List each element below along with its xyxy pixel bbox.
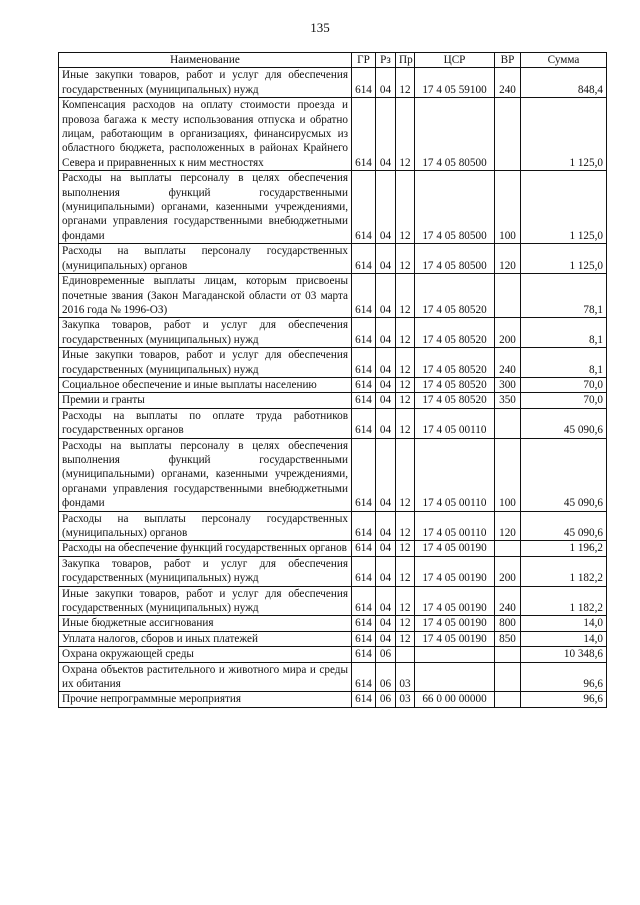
cell-pr: 03 (396, 692, 415, 707)
cell-sum: 848,4 (521, 68, 607, 98)
cell-pr: 03 (396, 662, 415, 692)
table-row (59, 511, 607, 541)
cell-gr: 614 (352, 274, 376, 318)
table-row (59, 171, 607, 244)
cell-csr: 17 4 05 80520 (415, 377, 495, 392)
cell-name: Иные закупки товаров, работ и услуг для обеспечения государственных (муниципальных) нужд (59, 586, 352, 616)
cell-csr (415, 662, 495, 692)
cell-name: Расходы на выплаты персоналу государственных (муниципальных) органов (59, 511, 352, 541)
cell-rz: 04 (376, 377, 396, 392)
cell-vr (495, 647, 521, 662)
cell-sum: 45 090,6 (521, 511, 607, 541)
cell-csr: 17 4 05 80500 (415, 98, 495, 171)
table-row (59, 274, 607, 318)
table-row (59, 541, 607, 556)
cell-csr: 17 4 05 80520 (415, 393, 495, 408)
cell-vr: 300 (495, 377, 521, 392)
cell-rz: 06 (376, 647, 396, 662)
cell-csr (415, 647, 495, 662)
cell-csr: 17 4 05 80520 (415, 318, 495, 348)
cell-name: Закупка товаров, работ и услуг для обеспечения государственных (муниципальных) нужд (59, 318, 352, 348)
cell-vr (495, 98, 521, 171)
cell-sum: 96,6 (521, 662, 607, 692)
table-row (59, 556, 607, 586)
cell-rz: 04 (376, 318, 396, 348)
cell-pr: 12 (396, 631, 415, 646)
cell-rz: 06 (376, 692, 396, 707)
table-row (59, 586, 607, 616)
cell-csr: 17 4 05 80520 (415, 274, 495, 318)
table-row (59, 631, 607, 646)
table-row (59, 692, 607, 707)
table-row (59, 98, 607, 171)
cell-sum: 8,1 (521, 318, 607, 348)
cell-rz: 04 (376, 408, 396, 438)
cell-csr: 17 4 05 00110 (415, 511, 495, 541)
header-vr: ВР (495, 53, 521, 68)
cell-rz: 04 (376, 348, 396, 378)
cell-name: Закупка товаров, работ и услуг для обеспечения государственных (муниципальных) нужд (59, 556, 352, 586)
table-row (59, 318, 607, 348)
cell-rz: 04 (376, 541, 396, 556)
cell-sum: 1 182,2 (521, 586, 607, 616)
cell-gr: 614 (352, 244, 376, 274)
cell-sum: 14,0 (521, 631, 607, 646)
cell-name: Социальное обеспечение и иные выплаты населению (59, 377, 352, 392)
cell-sum: 1 125,0 (521, 244, 607, 274)
cell-csr: 17 4 05 59100 (415, 68, 495, 98)
cell-rz: 04 (376, 438, 396, 511)
cell-gr: 614 (352, 616, 376, 631)
cell-rz: 04 (376, 171, 396, 244)
cell-vr: 100 (495, 171, 521, 244)
cell-vr (495, 274, 521, 318)
cell-pr: 12 (396, 318, 415, 348)
table-header-row (59, 53, 607, 68)
cell-csr: 66 0 00 00000 (415, 692, 495, 707)
cell-sum: 14,0 (521, 616, 607, 631)
cell-pr: 12 (396, 274, 415, 318)
cell-csr: 17 4 05 00190 (415, 616, 495, 631)
cell-rz: 04 (376, 244, 396, 274)
cell-rz: 04 (376, 98, 396, 171)
cell-gr: 614 (352, 318, 376, 348)
cell-gr: 614 (352, 631, 376, 646)
cell-name: Расходы на выплаты персоналу в целях обеспечения выполнения функций государственными (муниципальными) органами, казенными учреждениями, органами управления государственными внебюджетными фондами (59, 438, 352, 511)
cell-name: Охрана окружающей среды (59, 647, 352, 662)
cell-pr: 12 (396, 616, 415, 631)
table-body (59, 68, 607, 707)
cell-pr: 12 (396, 171, 415, 244)
cell-sum: 70,0 (521, 393, 607, 408)
cell-csr: 17 4 05 80500 (415, 171, 495, 244)
cell-csr: 17 4 05 00110 (415, 438, 495, 511)
cell-pr: 12 (396, 408, 415, 438)
cell-name: Единовременные выплаты лицам, которым присвоены почетные звания (Закон Магаданской области от 03 марта 2016 года № 1996-ОЗ) (59, 274, 352, 318)
table-row (59, 68, 607, 98)
cell-gr: 614 (352, 541, 376, 556)
cell-vr (495, 408, 521, 438)
cell-sum: 8,1 (521, 348, 607, 378)
cell-name: Иные бюджетные ассигнования (59, 616, 352, 631)
cell-name: Иные закупки товаров, работ и услуг для обеспечения государственных (муниципальных) нужд (59, 348, 352, 378)
cell-pr: 12 (396, 98, 415, 171)
cell-vr: 240 (495, 68, 521, 98)
cell-pr (396, 647, 415, 662)
cell-sum: 1 182,2 (521, 556, 607, 586)
cell-rz: 06 (376, 662, 396, 692)
cell-vr: 240 (495, 586, 521, 616)
cell-vr: 100 (495, 438, 521, 511)
cell-sum: 10 348,6 (521, 647, 607, 662)
cell-csr: 17 4 05 00190 (415, 541, 495, 556)
cell-gr: 614 (352, 393, 376, 408)
cell-pr: 12 (396, 244, 415, 274)
cell-rz: 04 (376, 631, 396, 646)
cell-pr: 12 (396, 377, 415, 392)
cell-sum: 78,1 (521, 274, 607, 318)
cell-vr: 120 (495, 511, 521, 541)
cell-rz: 04 (376, 393, 396, 408)
cell-sum: 96,6 (521, 692, 607, 707)
cell-vr: 120 (495, 244, 521, 274)
cell-rz: 04 (376, 68, 396, 98)
cell-gr: 614 (352, 692, 376, 707)
cell-gr: 614 (352, 68, 376, 98)
cell-gr: 614 (352, 511, 376, 541)
cell-pr: 12 (396, 438, 415, 511)
cell-name: Расходы на выплаты персоналу государственных (муниципальных) органов (59, 244, 352, 274)
table-row (59, 647, 607, 662)
cell-csr: 17 4 05 00190 (415, 556, 495, 586)
cell-sum: 70,0 (521, 377, 607, 392)
cell-csr: 17 4 05 00110 (415, 408, 495, 438)
budget-table (58, 52, 607, 708)
cell-gr: 614 (352, 348, 376, 378)
header-pr: Пр (396, 53, 415, 68)
cell-gr: 614 (352, 98, 376, 171)
cell-csr: 17 4 05 80500 (415, 244, 495, 274)
table-row (59, 662, 607, 692)
header-csr: ЦСР (415, 53, 495, 68)
cell-pr: 12 (396, 68, 415, 98)
cell-sum: 45 090,6 (521, 438, 607, 511)
cell-csr: 17 4 05 00190 (415, 631, 495, 646)
cell-name: Расходы на выплаты по оплате труда работников государственных органов (59, 408, 352, 438)
cell-name: Прочие непрограммные мероприятия (59, 692, 352, 707)
cell-pr: 12 (396, 586, 415, 616)
cell-name: Расходы на выплаты персоналу в целях обеспечения выполнения функций государственными (муниципальными) органами, казенными учреждениями, органами управления государственными внебюджетными фондами (59, 171, 352, 244)
cell-rz: 04 (376, 556, 396, 586)
cell-gr: 614 (352, 171, 376, 244)
table-row (59, 377, 607, 392)
cell-name: Уплата налогов, сборов и иных платежей (59, 631, 352, 646)
cell-pr: 12 (396, 511, 415, 541)
cell-vr: 850 (495, 631, 521, 646)
cell-csr: 17 4 05 80520 (415, 348, 495, 378)
cell-pr: 12 (396, 541, 415, 556)
cell-rz: 04 (376, 616, 396, 631)
table-row (59, 438, 607, 511)
page-number: 135 (310, 20, 330, 35)
cell-vr: 350 (495, 393, 521, 408)
table-row (59, 393, 607, 408)
cell-sum: 1 125,0 (521, 98, 607, 171)
cell-sum: 1 196,2 (521, 541, 607, 556)
table-row (59, 348, 607, 378)
header-gr: ГР (352, 53, 376, 68)
cell-pr: 12 (396, 393, 415, 408)
cell-gr: 614 (352, 662, 376, 692)
cell-name: Компенсация расходов на оплату стоимости проезда и провоза багажа к месту использования отпуска и обратно лицам, работающим в организациях, финансирусмых из областного бюджета, расположенных в районах Крайнего Севера и приравненных к ним местностях (59, 98, 352, 171)
header-sum: Сумма (521, 53, 607, 68)
cell-gr: 614 (352, 408, 376, 438)
cell-vr: 200 (495, 318, 521, 348)
cell-vr (495, 541, 521, 556)
cell-vr: 200 (495, 556, 521, 586)
cell-rz: 04 (376, 274, 396, 318)
cell-rz: 04 (376, 511, 396, 541)
cell-vr (495, 692, 521, 707)
table-row (59, 408, 607, 438)
cell-gr: 614 (352, 438, 376, 511)
cell-gr: 614 (352, 377, 376, 392)
cell-vr: 240 (495, 348, 521, 378)
cell-pr: 12 (396, 348, 415, 378)
cell-name: Расходы на обеспечение функций государственных органов (59, 541, 352, 556)
cell-vr (495, 662, 521, 692)
table-row (59, 616, 607, 631)
table-row (59, 244, 607, 274)
cell-name: Охрана объектов растительного и животного мира и среды их обитания (59, 662, 352, 692)
header-rz: Рз (376, 53, 396, 68)
cell-gr: 614 (352, 556, 376, 586)
cell-name: Иные закупки товаров, работ и услуг для обеспечения государственных (муниципальных) нужд (59, 68, 352, 98)
cell-pr: 12 (396, 556, 415, 586)
cell-vr: 800 (495, 616, 521, 631)
header-name: Наименование (59, 53, 352, 68)
cell-sum: 1 125,0 (521, 171, 607, 244)
cell-sum: 45 090,6 (521, 408, 607, 438)
cell-gr: 614 (352, 647, 376, 662)
cell-csr: 17 4 05 00190 (415, 586, 495, 616)
cell-name: Премии и гранты (59, 393, 352, 408)
cell-gr: 614 (352, 586, 376, 616)
cell-rz: 04 (376, 586, 396, 616)
